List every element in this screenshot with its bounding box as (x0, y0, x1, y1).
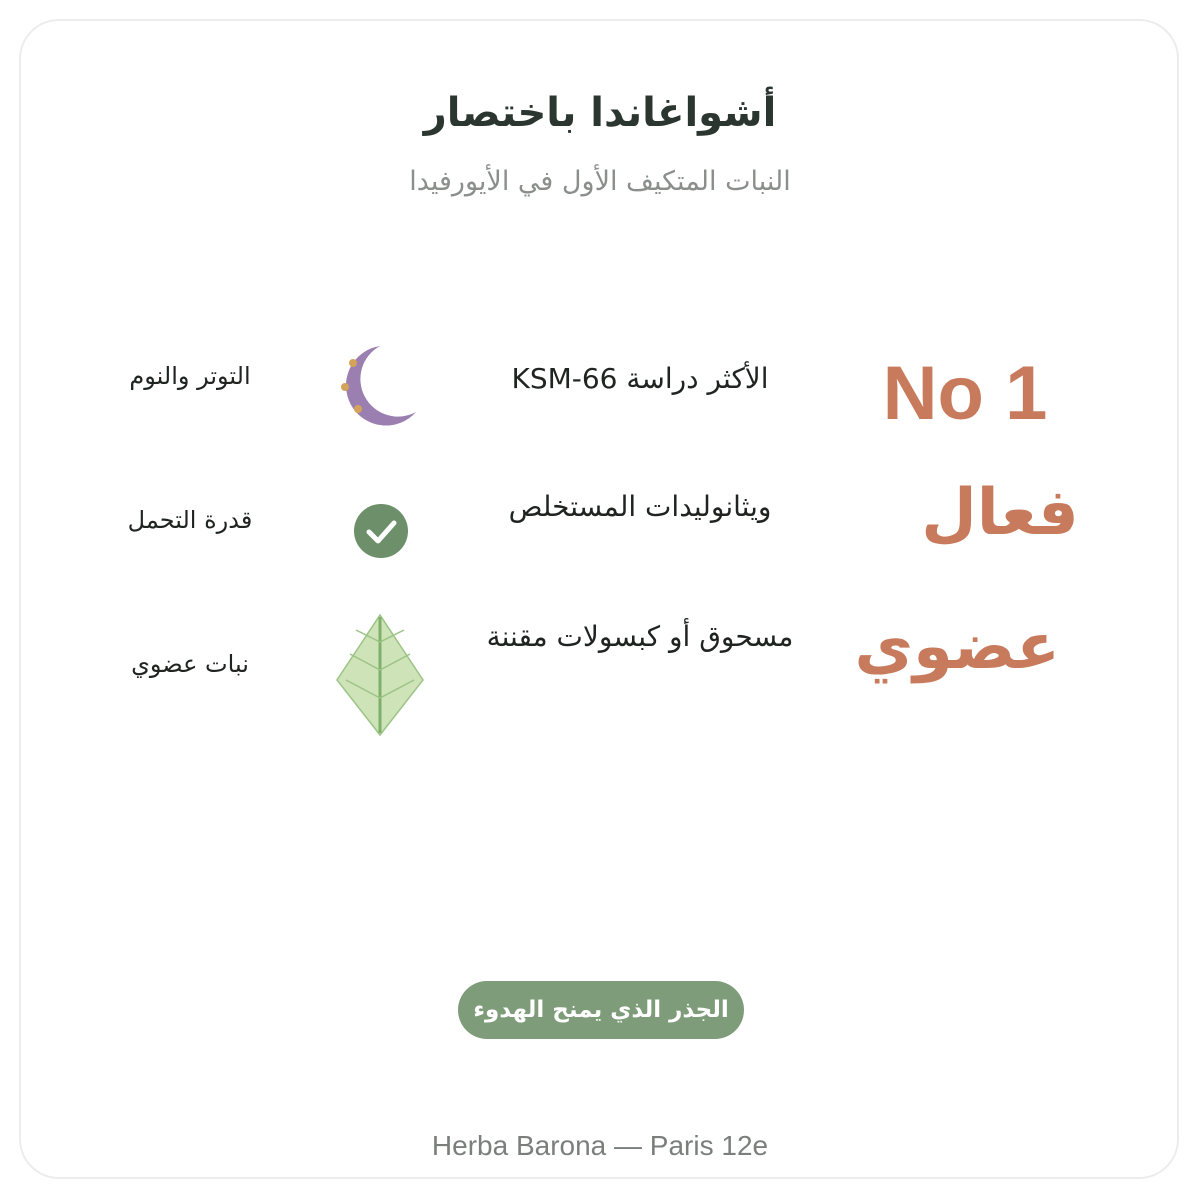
page-title: أشواغاندا باختصار (423, 90, 777, 136)
check-icon (352, 502, 410, 560)
leaf-icon (334, 612, 426, 738)
benefit-label: التوتر والنوم (129, 362, 251, 390)
moon-icon (336, 342, 420, 428)
detail-text: الأكثر دراسة KSM-66 (511, 362, 769, 395)
detail-text: ويثانوليدات المستخلص (508, 490, 772, 523)
cta-button[interactable]: الجذر الذي يمنح الهدوء (458, 981, 744, 1039)
highlight-rank: No 1 (882, 351, 1048, 436)
benefit-label: قدرة التحمل (127, 506, 253, 534)
highlight-effective: فعال (921, 476, 1079, 550)
page-subtitle: النبات المتكيف الأول في الأيورفيدا (409, 166, 791, 197)
footer-text: Herba Barona — Paris 12e (431, 1130, 769, 1161)
highlight-organic: عضوي (854, 610, 1060, 684)
benefit-label: نبات عضوي (131, 650, 249, 678)
detail-text: مسحوق أو كبسولات مقننة (486, 620, 794, 653)
